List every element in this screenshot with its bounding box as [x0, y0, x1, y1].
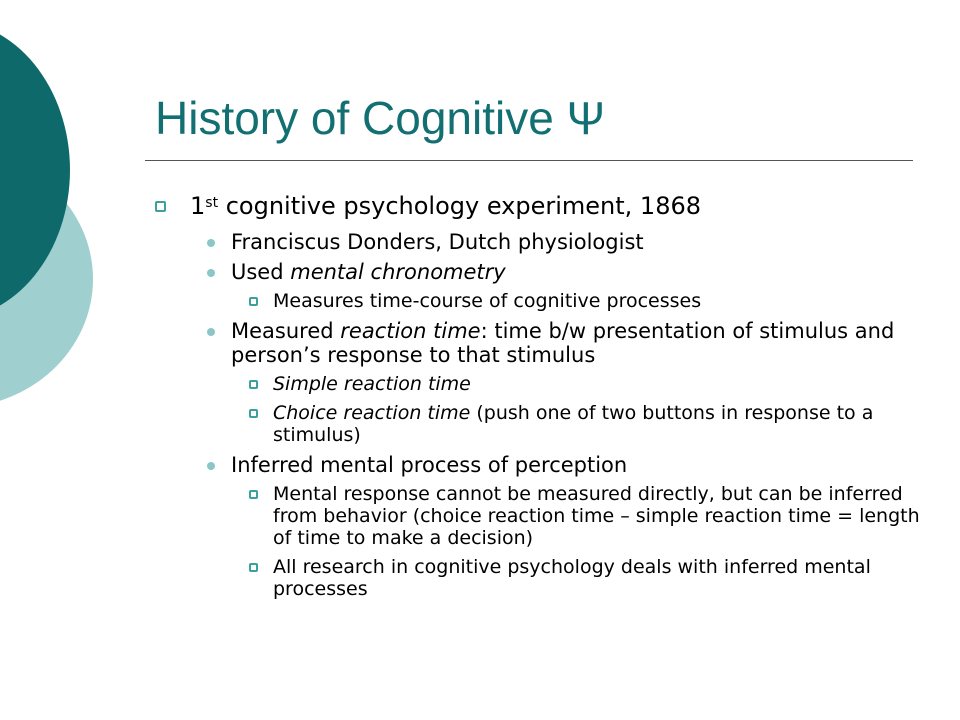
- square-bullet-icon: [249, 380, 258, 389]
- square-bullet-icon: [249, 490, 258, 499]
- bullet-first-experiment: 1st cognitive psychology experiment, 1868: [155, 192, 925, 220]
- title-divider: [145, 160, 913, 161]
- slide-body: [155, 192, 925, 607]
- bullet-all-research: All research in cognitive psychology deals with inferred mental processes: [247, 556, 925, 600]
- bullet-mental-response: Mental response cannot be measured directly, but can be inferred from behavior (choice reaction time – simple reaction time = length of time to make a decision): [247, 483, 925, 549]
- bullet-choice-reaction-time: Choice reaction time (push one of two buttons in response to a stimulus): [247, 402, 925, 446]
- bullet-measures-time-course: Measures time-course of cognitive processes: [247, 290, 925, 312]
- square-bullet-icon: [249, 409, 258, 418]
- square-bullet-icon: [155, 201, 166, 212]
- slide-title: History of Cognitive Ψ: [155, 92, 606, 144]
- bullet-inferred-perception: Inferred mental process of perception: [205, 453, 925, 477]
- bullet-mental-chronometry: Used mental chronometry: [205, 260, 925, 284]
- bullet-simple-reaction-time: Simple reaction time: [247, 373, 925, 395]
- dot-bullet-icon: [207, 239, 215, 247]
- dot-bullet-icon: [207, 462, 215, 470]
- square-bullet-icon: [249, 297, 258, 306]
- bullet-donders: Franciscus Donders, Dutch physiologist: [205, 230, 925, 254]
- bullet-reaction-time: Measured reaction time: time b/w presentation of stimulus and person’s response to that stimulus: [205, 319, 925, 367]
- square-bullet-icon: [249, 563, 258, 572]
- dot-bullet-icon: [207, 269, 215, 277]
- dot-bullet-icon: [207, 328, 215, 336]
